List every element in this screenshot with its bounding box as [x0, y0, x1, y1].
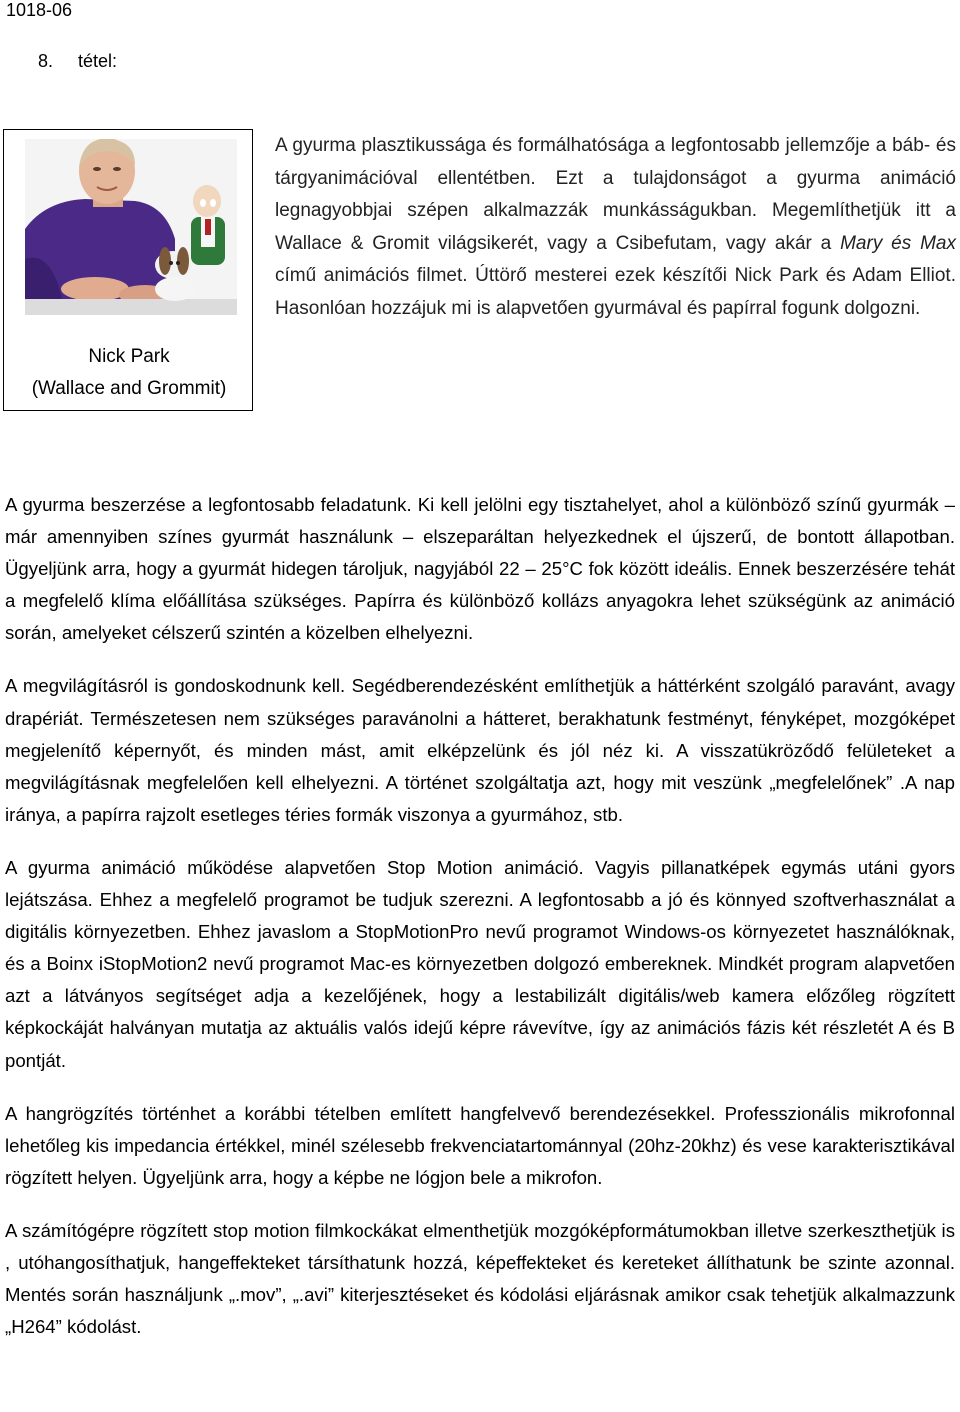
section-number: 8. [38, 51, 54, 71]
paragraph-clay-procurement: A gyurma beszerzése a legfontosabb feladatunk. Ki kell jelölni egy tisztahelyet, ahol a különböző színű gyurmák –már amennyiben színes gyurmát használunk – elszeparáltan helyezkednek el újszerű, de bontott állapotban. Ügyeljünk arra, hogy a gyurmát hidegen tároljuk, nagyjából 22 – 25°C fok között ideális. Ennek beszerzésére tehát a megfelelő klíma előállítása szükséges. Papírra és különböző kollázs anyagokra lehet szükségünk az animáció során, amelyeket célszerű szintén a közelben elhelyezni. [5, 494, 955, 644]
photo-caption-subtitle: (Wallace and Grommit) [31, 378, 227, 399]
paragraph-sound-recording: A hangrögzítés történhet a korábbi tételben említett hangfelvevő berendezésekkel. Professzionális mikrofonnal lehetőleg kis impedancia értékkel, minél szélesebb frekvenciatartománnyal (20hz-20khz) és vese karakterisztikával rögzített helyen. Ügyeljünk arra, hogy a képbe ne lógjon bele a mikrofon. [5, 1102, 955, 1188]
document-id: 1018-06 [6, 0, 73, 20]
paragraph-lighting: A megvilágításról is gondoskodnunk kell. Segédberendezésként említhetjük a háttérként szolgáló paravánt, avagy drapériát. Természetesen nem szükséges paravánolni a hátteret, berakhatunk festményt, fényképet, mozgóképet megjelenítő képernyőt, és minden mást, amit elképzelünk és jól néz ki. A visszatükröződő felületeket a megvilágításnak megfelelően kell elhelyezni. A történet szolgáltatja azt, hogy mit veszünk „megfelelőnek” .A nap iránya, a papírra rajzolt esetleges téries formák viszonya a gyurmához, stb. [5, 675, 955, 825]
paragraph-export-editing: A számítógépre rögzített stop motion filmkockákat elmenthetjük mozgóképformátumokban illetve szerkeszthetjük is , utóhangosíthatjuk, hangeffekteket társíthatunk hozzá, képeffekteket és kereteket állíthatunk be szinte azonnal. Mentés során használjunk „.mov”, „.avi” kiterjesztéseket és kódolási eljárásnak amikor csak tehetjük alkalmazzunk „H264” kódolást. [5, 1219, 955, 1338]
intro-film-title: Mary és Max [840, 232, 956, 254]
section-title: tétel: [78, 51, 118, 71]
photo-caption-name: Nick Park [88, 346, 170, 367]
portrait-photo [25, 139, 237, 315]
paragraph-stop-motion-software: A gyurma animáció működése alapvetően Stop Motion animáció. Vagyis pillanatképek egymás utáni gyors lejátszása. Ehhez a megfelelő programot be tudjuk szerezni. A legfontosabb a jó és könnyed szoftverhasználat a digitális környezetben. Ehhez javaslom a StopMotionPro nevű programot Windows-os környezetet használóknak, és a Boinx iStopMotion2 nevű programot Mac-es környezetben dolgozó embereknek. Mindkét program alapvetően azt a látványos segítséget adja a kezelőjének, hogy a lestabilizált digitális/web kamera előzőleg rögzített képkockáját halványan mutatja az aktuális valós idejű képre rávevítve, így az animációs fázis két részletét A és B pontját. [5, 856, 955, 1071]
intro-text-part1: A gyurma plasztikussága és formálhatósága a legfontosabb jellemzője a báb- és tárgyanimációval ellentétben. Ezt a tulajdonságot a gyurma animáció legnagyobbjai szépen alkalmazzák munkásságukban. Megemlíthetjük itt a Wallace & Gromit világsikerét, vagy a Csibefutam, vagy akár a [275, 135, 956, 254]
intro-text-part2: című animációs filmet. Úttörő mesterei ezek készítői Nick Park és Adam Elliot. Hasonlóan hozzájuk mi is alapvetően gyurmával és papírral fogunk dolgozni. [275, 265, 956, 319]
photo-frame [3, 129, 253, 411]
body-text [5, 489, 955, 1364]
intro-paragraph [275, 130, 956, 326]
section-heading [38, 50, 117, 72]
